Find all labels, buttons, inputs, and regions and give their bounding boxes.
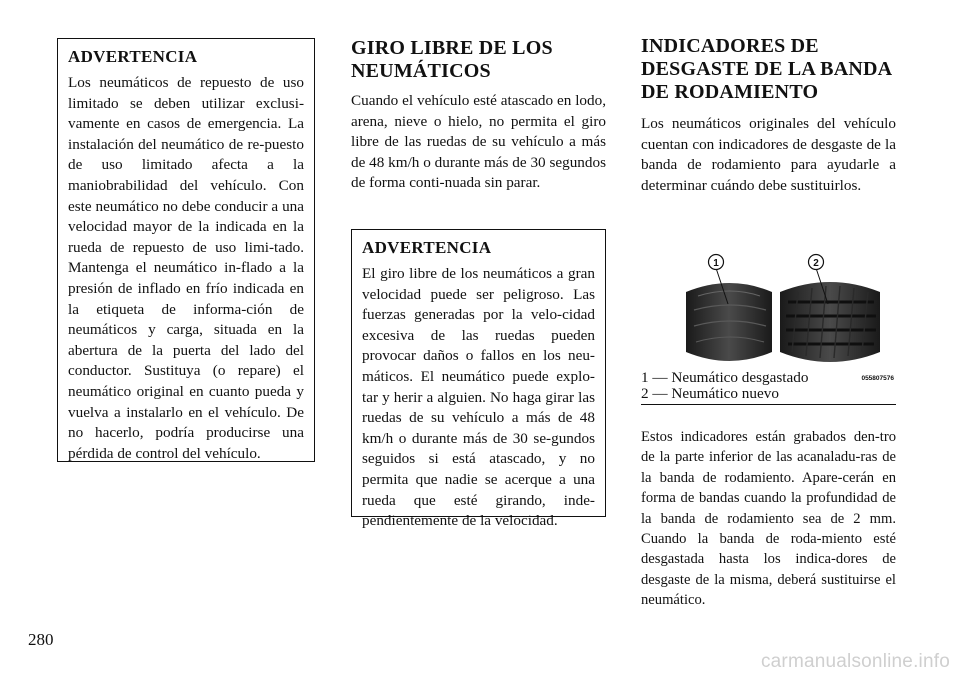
- tire-wear-figure: [680, 252, 896, 382]
- middle-warning-title: ADVERTENCIA: [362, 238, 492, 257]
- right-column: [641, 35, 896, 196]
- page-number: 280: [28, 630, 54, 649]
- right-heading-line3: DE RODAMIENTO: [641, 81, 819, 103]
- right-heading: [641, 35, 896, 104]
- middle-warning-body: El giro libre de los neumáticos a gran velocidad puede ser peligroso. Las fuerzas generadas por la velo-cidad excesiva de las ruedas pueden provocar daños o fallos en los neu-máticos. El neumático puede explo-tar y herir a alguien. No haga girar las ruedas de su vehículo a más de 48 km/h o durante más de 30 se-gundos seguidos si está atascado, y no permita que nadie se acerque a una rueda que esté girando, inde-pendientemente de la velocidad.: [362, 265, 595, 530]
- left-warning-box: [57, 38, 315, 462]
- worn-tire-image: [686, 283, 772, 361]
- right-heading-line1: INDICADORES DE: [641, 35, 819, 57]
- callout-2-label: 2: [813, 258, 819, 269]
- middle-body: Cuando el vehículo esté atascado en lodo, arena, nieve o hielo, no permita el giro libre de las ruedas de su vehículo a más de 48 km/h o durante más de 30 segundos de forma conti-nuada sin parar.: [351, 92, 606, 192]
- caption-divider: [641, 404, 896, 405]
- callout-1-label: 1: [713, 258, 719, 269]
- right-intro: Los neumáticos originales del vehículo cuentan con indicadores de desgaste de la banda de rodamiento para ayudarle a determinar cuándo debe sustituirlos.: [641, 115, 896, 194]
- middle-column: [351, 37, 606, 194]
- watermark: carmanualsonline.info: [760, 651, 950, 672]
- right-heading-line2: DESGASTE DE LA BANDA: [641, 58, 893, 80]
- middle-warning-box: [351, 229, 606, 530]
- left-warning-title: ADVERTENCIA: [68, 47, 198, 66]
- right-body: Estos indicadores están grabados den-tro de la parte inferior de las acanaladu-ras de la banda de rodamiento. Apare-cerán en forma de bandas cuando la profundidad de la banda de rodamiento sea de 2 mm. Cuando la banda de roda-miento esté desgastada hasta los indica-dores de desgaste de la misma, deberá sustituirse el neumático.: [641, 429, 896, 609]
- figure-code: 055807576: [861, 375, 894, 382]
- left-warning-body: Los neumáticos de repuesto de uso limitado se deben utilizar exclusi-vamente en casos de emergencia. La instalación del neumático de re-puesto de uso limitado afecta a la maniobrabilidad del vehículo. Con este neumático no debe conducir a una velocidad mayor de la indicada en la rueda de repuesto de uso limi-tado. Mantenga el neumático in-flado a la presión de inflado en frío indicada en la etiqueta de informa-ción de neumáticos y carga, situada en la abertura de la puerta del lado del conductor. Sustituya (o repare) el neumático original en cuanto pueda y vuelva a instalarlo en el vehículo. De no hacerlo, podría producirse una pérdida de control del vehículo.: [68, 74, 304, 462]
- new-tire-image: [780, 282, 880, 362]
- figure-caption-1: 1 — Neumático desgastado: [641, 369, 809, 386]
- middle-heading-line2: NEUMÁTICOS: [351, 60, 491, 82]
- middle-heading-line1: GIRO LIBRE DE LOS: [351, 37, 553, 59]
- middle-heading: [351, 37, 606, 83]
- figure-caption-2: 2 — Neumático nuevo: [641, 385, 779, 402]
